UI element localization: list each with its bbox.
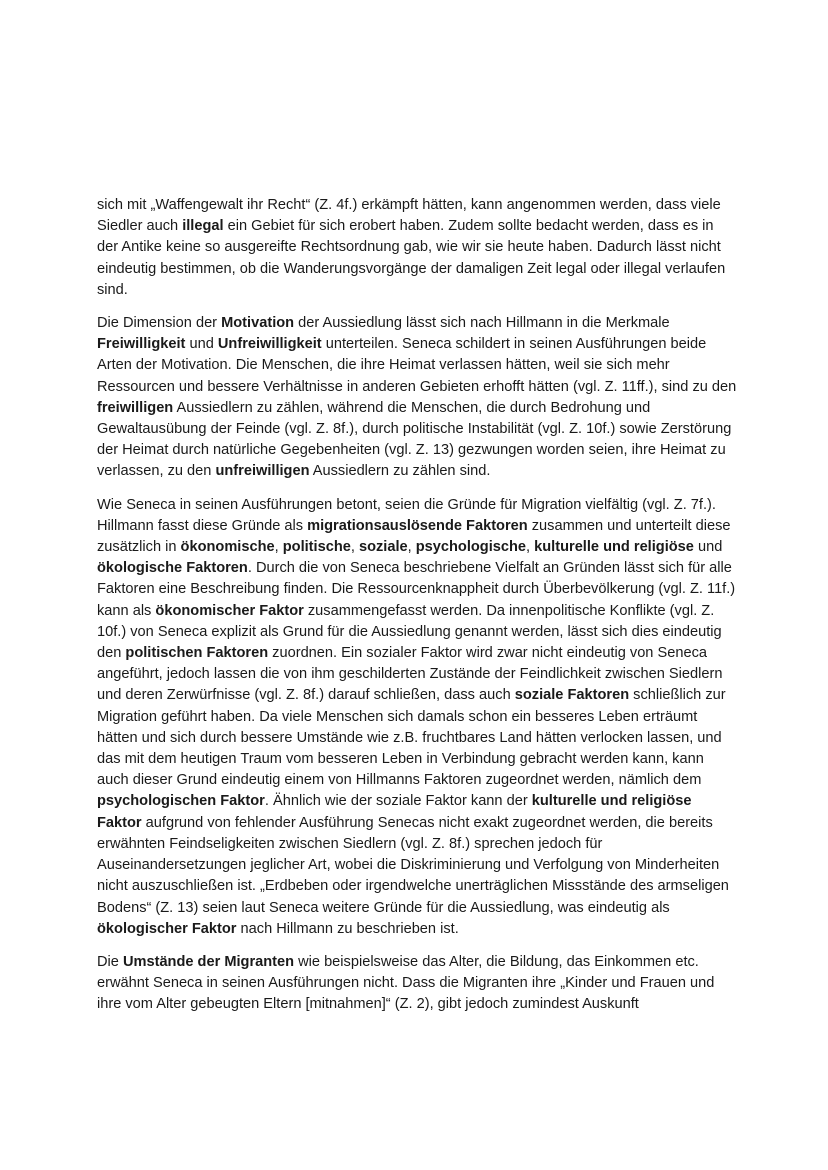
paragraph [97,495,737,940]
text-run: zusammengefasst werden. Da innenpolitische Konflikte (vgl. Z. 10f.) von Seneca explizit als Grund für die Aussiedlung genannt werden, lässt sich dies eindeutig den [97,602,722,662]
text-run: wie beispielsweise das Alter, die Bildung, das Einkommen etc. erwähnt Seneca in seinen Ausführungen nicht. Dass die Migranten ihre „Kinder und Frauen und ihre vom Alter gebeugten Eltern [mitnahmen]“ (Z. 2), gibt jedoch zumindest Auskunft [97,953,715,1013]
bold-term: soziale Faktoren [514,687,630,704]
text-run: unterteilen. Seneca schildert in seinen Ausführungen beide Arten der Motivation. Die Menschen, die ihre Heimat verlassen hätten, weil sie sich mehr Ressourcen und bessere Verhältnisse in anderen Gebieten erhofft hätten (vgl. Z. 11ff.), sind zu den [97,336,737,395]
text-run: , [407,539,416,556]
bold-term: freiwilligen [97,399,174,416]
bold-term: ökologische Faktoren [97,560,248,577]
bold-term: kulturelle und religiöse Faktor [97,793,692,831]
bold-term: psychologische [415,539,527,556]
bold-term: politische [282,539,351,556]
text-run: der Aussiedlung lässt sich nach Hillmann in die Merkmale [294,315,670,332]
text-run: Wie Seneca in seinen Ausführungen betont, seien die Gründe für Migration vielfältig (vgl. Z. 7f.). Hillmann fasst diese Gründe als [97,496,716,534]
text-run: und [185,336,218,353]
text-run: . Durch die von Seneca beschriebene Vielfalt an Gründen lässt sich für alle Faktoren eine Beschreibung finden. Die Ressourcenknappheit durch Überbevölkerung (vgl. Z. 11f.) kann als [97,560,736,619]
bold-term: Freiwilligkeit [97,336,186,353]
text-run: Die Dimension der [97,315,222,332]
paragraph [97,313,737,483]
paragraph [97,952,737,1016]
text-run: und [693,539,723,556]
paragraph [97,195,737,301]
bold-term: kulturelle und religiöse [534,539,694,556]
bold-term: Umstände der Migranten [122,953,295,970]
bold-term: Motivation [221,315,295,332]
text-run: Aussiedlern zu zählen sind. [309,463,491,480]
bold-term: Unfreiwilligkeit [217,336,322,353]
bold-term: ökonomischer Faktor [155,602,304,619]
bold-term: soziale [358,539,408,556]
text-run: aufgrund von fehlender Ausführung Senecas nicht exakt zugeordnet werden, die bereits erwähnten Feindseligkeiten zwischen Siedlern (vgl. Z. 8f.) sprechen jedoch für Auseinandersetzungen jeglicher Art, wobei die Diskriminierung und Verfolgung von Minderheiten nicht auszuschließen ist. „Erdbeben oder irgendwelche unerträglichen Missstände des armseligen Bodens“ (Z. 13) seien laut Seneca weitere Gründe für die Aussiedlung, was eindeutig als [97,814,729,916]
text-run: Aussiedlern zu zählen, während die Menschen, die durch Bedrohung und Gewaltausübung der Feinde (vgl. Z. 8f.), durch politische Instabilität (vgl. Z. 10f.) sowie Zerstörung der Heimat durch natürliche Gegebenheiten (vgl. Z. 13) gezwungen worden seien, ihre Heimat zu verlassen, zu den [97,399,732,480]
bold-term: migrationsauslösende Faktoren [307,517,528,534]
text-run: , [350,539,359,556]
bold-term: ökonomische [180,539,275,556]
text-run: schließlich zur Migration geführt haben. Da viele Menschen sich damals schon ein besseres Leben erträumt hätten und sich durch bessere Umstände wie z.B. fruchtbares Land hätten verlocken lassen, und das mit dem heutigen Traum vom besseren Leben in Verbindung gebracht werden kann, kann auch dieser Grund eindeutig einem von Hillmanns Faktoren zugeordnet werden, nämlich dem [97,687,726,789]
text-run: , [274,539,283,556]
text-run: . Ähnlich wie der soziale Faktor kann der [264,793,532,810]
text-run: , [526,539,535,556]
text-run: nach Hillmann zu beschrieben ist. [236,920,459,937]
text-run: sich mit „Waffengewalt ihr Recht“ (Z. 4f.) erkämpft hätten, kann angenommen werden, dass viele Siedler auch [97,197,721,235]
bold-term: ökologischer Faktor [97,920,237,937]
bold-term: unfreiwilligen [215,463,310,480]
document-body [97,195,737,1028]
text-run: ein Gebiet für sich erobert haben. Zudem sollte bedacht werden, dass es in der Antike keine so ausgereifte Rechtsordnung gab, wie wir sie heute haben. Dadurch lässt nicht eindeutig bestimmen, ob die Wanderungsvorgänge der damaligen Zeit legal oder illegal verlaufen sind. [97,218,726,298]
bold-term: politischen Faktoren [125,645,269,662]
bold-term: psychologischen Faktor [97,793,265,810]
text-run: zusammen und unterteilt diese zusätzlich in [97,517,731,556]
text-run: Die [97,953,123,970]
text-run: zuordnen. Ein sozialer Faktor wird zwar nicht eindeutig von Seneca angeführt, jedoch lassen die von ihm geschilderten Zustände der Feindlichkeit zwischen Siedlern und deren Zerwürfnisse (vgl. Z. 8f.) darauf schließen, dass auch [97,645,723,704]
bold-term: illegal [182,218,224,235]
